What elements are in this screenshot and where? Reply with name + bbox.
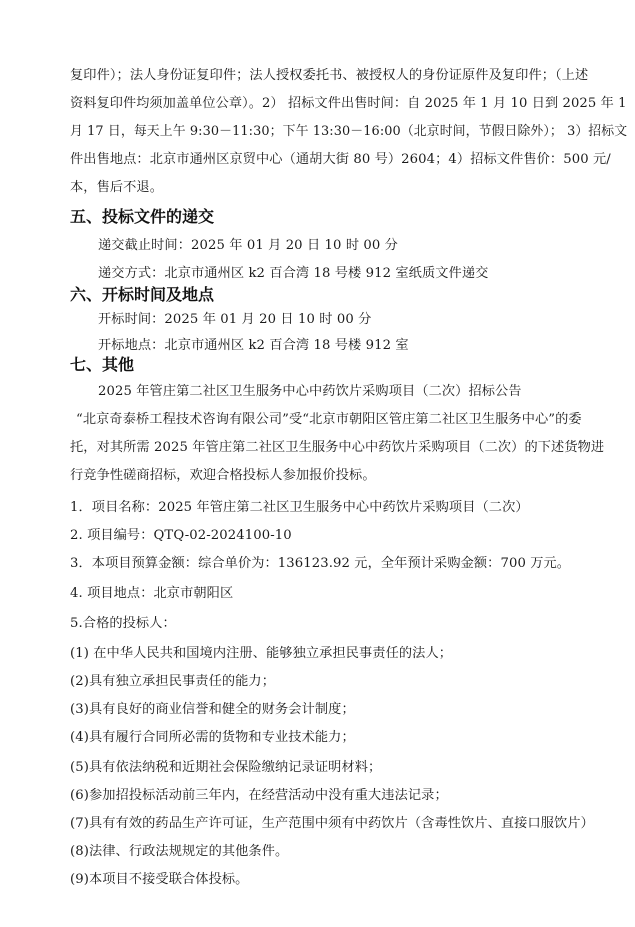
requirement-8: (8)法律、行政法规规定的其他条件。 (70, 844, 289, 859)
bid-opening-time: 开标时间：2025 年 01 月 20 日 10 时 00 分 (98, 312, 372, 327)
section-6-heading: 六、开标时间及地点 (70, 285, 215, 304)
requirement-7: (7)具有有效的药品生产许可证，生产范围中须有中药饮片（含毒性饮片、直接口服饮片） (70, 816, 594, 831)
requirement-2: (2)具有独立承担民事责任的能力； (70, 674, 276, 689)
section-5-heading: 五、投标文件的递交 (70, 207, 215, 226)
notice-paragraph-line-2: 托，对其所需 2025 年管庄第二社区卫生服务中心中药饮片采购项目（二次）的下述货物进 (70, 440, 605, 455)
notice-paragraph-line-1: “北京奇泰桥工程技术咨询有限公司”受“北京市朝阳区管庄第二社区卫生服务中心”的委 (76, 412, 582, 427)
submission-method: 递交方式：北京市通州区 k2 百合湾 18 号楼 912 室纸质文件递交 (98, 266, 489, 281)
section-7-heading: 七、其他 (70, 355, 135, 374)
bid-opening-place: 开标地点：北京市通州区 k2 百合湾 18 号楼 912 室 (98, 338, 409, 353)
notice-paragraph-line-3: 行竞争性磋商招标，欢迎合格投标人参加报价投标。 (70, 468, 376, 483)
notice-title: 2025 年管庄第二社区卫生服务中心中药饮片采购项目（二次）招标公告 (98, 384, 522, 399)
requirement-4: (4)具有履行合同所必需的货物和专业技术能力； (70, 730, 355, 745)
project-budget: 3．本项目预算金额：综合单价为：136123.92 元，全年预计采购金额：700 万元。 (70, 556, 571, 571)
qualified-bidders-heading: 5.合格的投标人： (70, 616, 176, 631)
requirement-5: (5)具有依法纳税和近期社会保险缴纳记录证明材料； (70, 760, 382, 775)
intro-line-3: 月 17 日，每天上午 9:30－11:30；下午 13:30－16:00（北京时间，节假日除外）； 3）招标文 (70, 124, 628, 139)
requirement-1: (1) 在中华人民共和国境内注册、能够独立承担民事责任的法人； (70, 646, 453, 661)
intro-line-2: 资料复印件均须加盖单位公章）。2） 招标文件出售时间：自 2025 年 1 月 10 日到 2025 年 1 (70, 96, 627, 111)
submission-deadline: 递交截止时间：2025 年 01 月 20 日 10 时 00 分 (98, 238, 398, 253)
project-number: 2. 项目编号：QTQ-02-2024100-10 (70, 528, 292, 543)
project-name: 1．项目名称：2025 年管庄第二社区卫生服务中心中药饮片采购项目（二次） (70, 500, 529, 515)
intro-line-1: 复印件）；法人身份证复印件；法人授权委托书、被授权人的身份证原件及复印件；（上述 (70, 68, 589, 83)
requirement-6: (6)参加招投标活动前三年内，在经营活动中没有重大违法记录； (70, 788, 448, 803)
requirement-3: (3)具有良好的商业信誉和健全的财务会计制度； (70, 702, 355, 717)
project-location: 4. 项目地点：北京市朝阳区 (70, 586, 234, 601)
intro-line-4: 件出售地点：北京市通州区京贸中心（通胡大街 80 号）2604；4）招标文件售价：500 元/ (70, 152, 611, 167)
requirement-9: (9)本项目不接受联合体投标。 (70, 872, 249, 887)
intro-line-5: 本，售后不退。 (70, 180, 164, 195)
